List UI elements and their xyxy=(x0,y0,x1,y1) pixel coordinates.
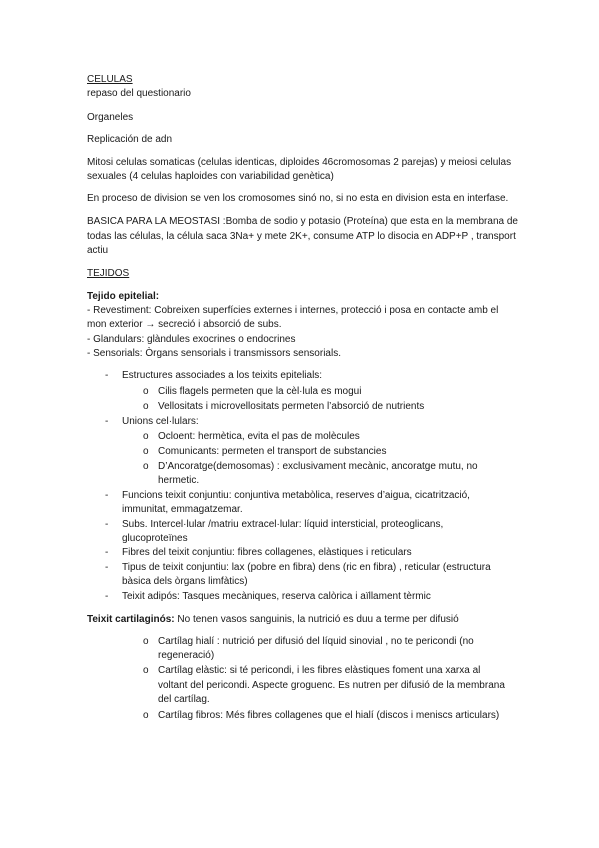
sub-item-vellositats: Vellositats i microvellositats permeten l’absorció de nutrients xyxy=(158,401,425,412)
sub-item-ocloent: Ocloent: hermètica, evita el pas de molècules xyxy=(158,431,360,442)
bullet-circle: o xyxy=(143,431,149,442)
bullet-tipus-cont: bàsica dels òrgans limfàtics) xyxy=(122,576,248,587)
paragraph-mitosi-line2: sexuales (4 celulas haploides con variabilidad genètica) xyxy=(87,171,334,182)
cartilag-item-elastic-cont: voltant del pericondi. Aspecte groguenc. Es nutren per difusió de la membrana xyxy=(158,680,505,691)
bullet-subs-cont: glucoproteïnes xyxy=(122,533,188,544)
bullet-circle: o xyxy=(143,710,149,721)
paragraph-proceso: En proceso de division se ven los cromosomes sinó no, si no esta en division esta en interfase. xyxy=(87,193,509,204)
bullet-dash: - xyxy=(105,547,109,558)
cartilag-item-elastic-cont: del cartílag. xyxy=(158,694,210,705)
bullet-estructures: Estructures associades a los teixits epitelials: xyxy=(122,370,323,381)
cartilag-item-elastic: Cartílag elàstic: si té pericondi, i les fibres elàstiques foment una xarxa al xyxy=(158,665,481,676)
paragraph-organeles: Organeles xyxy=(87,112,134,123)
bullet-circle: o xyxy=(143,636,149,647)
heading-teixit-cartilaginos: Teixit cartilaginós: xyxy=(87,614,175,625)
bullet-dash: - xyxy=(105,416,109,427)
epitelial-line: mon exterior → secreció i absorció de subs. xyxy=(87,319,282,330)
sub-item-cilis: Cilis flagels permeten que la cèl·lula es mogui xyxy=(158,386,362,397)
bullet-circle: o xyxy=(143,461,149,472)
paragraph-basica-line2: todas las células, la célula saca 3Na+ y mete 2K+, consume ATP lo disocia en ADP+P , transport xyxy=(87,231,516,242)
bullet-adipos: Teixit adipós: Tasques mecàniques, reserva calòrica i aïllament tèrmic xyxy=(122,591,431,602)
cartilag-item-hiali-cont: regeneració) xyxy=(158,650,215,661)
cartilag-item-hiali: Cartílag hialí : nutrició per difusió del líquid sinovial , no te pericondi (no xyxy=(158,636,474,647)
sub-item-comunicants: Comunicants: permeten el transport de substancies xyxy=(158,446,387,457)
cartilag-heading-line xyxy=(87,614,459,626)
bullet-circle: o xyxy=(143,386,149,397)
bullet-circle: o xyxy=(143,401,149,412)
bullet-dash: - xyxy=(105,562,109,573)
sub-item-ancoratge-cont: hermetic. xyxy=(158,475,200,486)
section-heading-tejidos: TEJIDOS xyxy=(87,268,130,279)
bullet-circle: o xyxy=(143,665,149,676)
heading-tejido-epitelial: Tejido epitelial: xyxy=(87,291,160,302)
cartilag-item-fibros: Cartílag fibros: Més fibres collagenes que el hialí (discos i meniscs articulars) xyxy=(158,710,500,721)
bullet-subs: Subs. Intercel·lular /matriu extracel·lular: líquid intersticial, proteoglicans, xyxy=(122,519,444,530)
paragraph-basica-line3: actiu xyxy=(87,245,109,256)
document-subtitle: repaso del questionario xyxy=(87,88,191,99)
paragraph-replicacion: Replicación de adn xyxy=(87,134,173,145)
bullet-circle: o xyxy=(143,446,149,457)
document-title: CELULAS xyxy=(87,74,133,85)
bullet-funcions-cont: immunitat, emmagatzemar. xyxy=(122,504,243,515)
bullet-dash: - xyxy=(105,591,109,602)
sub-item-ancoratge: D’Ancoratge(demosomas) : exclusivament mecànic, ancoratge mutu, no xyxy=(158,461,478,472)
epitelial-line: - Sensorials: Òrgans sensorials i transmissors sensorials. xyxy=(87,348,341,359)
bullet-fibres: Fibres del teixit conjuntiu: fibres collagenes, elàstiques i reticulars xyxy=(122,547,412,558)
bullet-dash: - xyxy=(105,519,109,530)
bullet-tipus: Tipus de teixit conjuntiu: lax (pobre en fibra) dens (ric en fibra) , reticular (estructura xyxy=(122,562,491,573)
epitelial-line: - Revestiment: Cobreixen superfícies externes i internes, protecció i posa en contacte amb el xyxy=(87,305,499,316)
paragraph-mitosi-line1: Mitosi celulas somaticas (celulas identicas, diploides 46cromosomas 2 parejas) y meiosi celulas xyxy=(87,157,512,168)
bullet-funcions: Funcions teixit conjuntiu: conjuntiva metabòlica, reserves d’aigua, cicatrització, xyxy=(122,490,470,501)
epitelial-line: - Glandulars: glàndules exocrines o endocrines xyxy=(87,334,296,345)
bullet-dash: - xyxy=(105,490,109,501)
cartilag-heading-rest: No tenen vasos sanguinis, la nutrició es duu a terme per difusió xyxy=(174,614,459,625)
bullet-dash: - xyxy=(105,370,109,381)
paragraph-basica-line1: BASICA PARA LA MEOSTASI :Bomba de sodio y potasio (Proteína) que esta en la membrana de xyxy=(87,216,518,227)
bullet-unions: Unions cel·lulars: xyxy=(122,416,199,427)
